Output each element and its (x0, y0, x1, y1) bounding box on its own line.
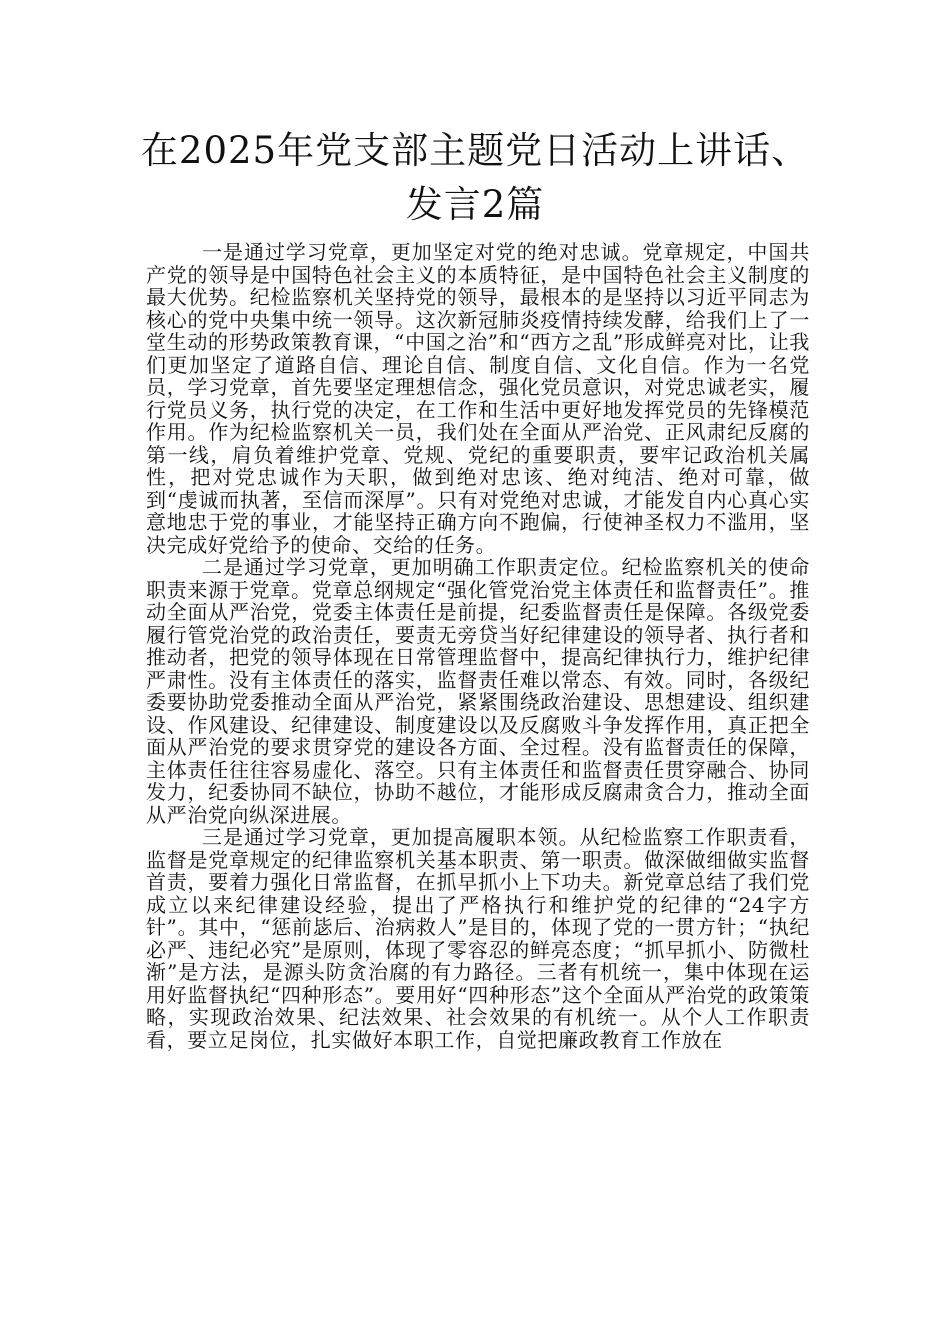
document-title: 在2025年党支部主题党日活动上讲话、发言2篇 (140, 129, 810, 226)
paragraph-1: 一是通过学习党章，更加坚定对党的绝对忠诚。党章规定，中国共产党的领导是中国特色社会主义的本质特征，是中国特色社会主义制度的最大优势。纪检监察机关坚持党的领导，最根本的是坚持以习近平同志为核心的党中央集中统一领导。这次新冠肺炎疫情持续发酵，给我们上了一堂生动的形势政策教育课，“中国之治”和“西方之乱”形成鲜亮对比，让我们更加坚定了道路自信、理论自信、制度自信、文化自信。作为一名党员，学习党章，首先要坚定理想信念，强化党员意识，对党忠诚老实，履行党员义务，执行党的决定，在工作和生活中更好地发挥党员的先锋模范作用。作为纪检监察机关一员，我们处在全面从严治党、正风肃纪反腐的第一线，肩负着维护党章、党规、党纪的重要职责，要牢记政治机关属性，把对党忠诚作为天职，做到绝对忠该、绝对纯洁、绝对可靠，做到“虔诚而执著，至信而深厚”。只有对党绝对忠诚，才能发自内心真心实意地忠于党的事业，才能坚持正确方向不跑偏，行使神圣权力不滥用，坚决完成好党给予的使命、交给的任务。 (146, 240, 810, 557)
paragraph-3: 三是通过学习党章，更加提高履职本领。从纪检监察工作职责看，监督是党章规定的纪律监察机关基本职责、第一职责。做深做细做实监督首责，要着力强化日常监督，在抓早抓小上下功夫。新党章总结了我们党成立以来纪律建设经验，提出了严格执行和维护党的纪律的“24字方针”。其中，“惩前毖后、治病救人”是目的，体现了党的一贯方针；“执纪必严、违纪必究”是原则，体现了零容忍的鲜亮态度；“抓早抓小、防微杜渐”是方法，是源头防贪治腐的有力路径。三者有机统一，集中体现在运用好监督执纪“四种形态”。要用好“四种形态”这个全面从严治党的政策策略，实现政治效果、纪法效果、社会效果的有机统一。从个人工作职责看，要立足岗位，扎实做好本职工作，自觉把廉政教育工作放在 (146, 825, 810, 1052)
document-body (146, 241, 810, 1051)
paragraph-2: 二是通过学习党章，更加明确工作职责定位。纪检监察机关的使命职责来源于党章。党章总纲规定“强化管党治党主体责任和监督责任”。推动全面从严治党，党委主体责任是前提，纪委监督责任是保障。各级党委履行管党治党的政治责任，要责无旁贷当好纪律建设的领导者、执行者和推动者，把党的领导体现在日常管理监督中，提高纪律执行力，维护纪律严肃性。没有主体责任的落实，监督责任难以常态、有效。同时，各级纪委要协助党委推动全面从严治党，紧紧围绕政治建设、思想建设、组织建设、作风建设、纪律建设、制度建设以及反腐败斗争发挥作用，真正把全面从严治党的要求贯穿党的建设各方面、全过程。没有监督责任的保障，主体责任往往容易虚化、落空。只有主体责任和监督责任贯穿融合、协同发力，纪委协同不缺位，协助不越位，才能形成反腐肃贪合力，推动全面从严治党向纵深进展。 (146, 555, 810, 827)
